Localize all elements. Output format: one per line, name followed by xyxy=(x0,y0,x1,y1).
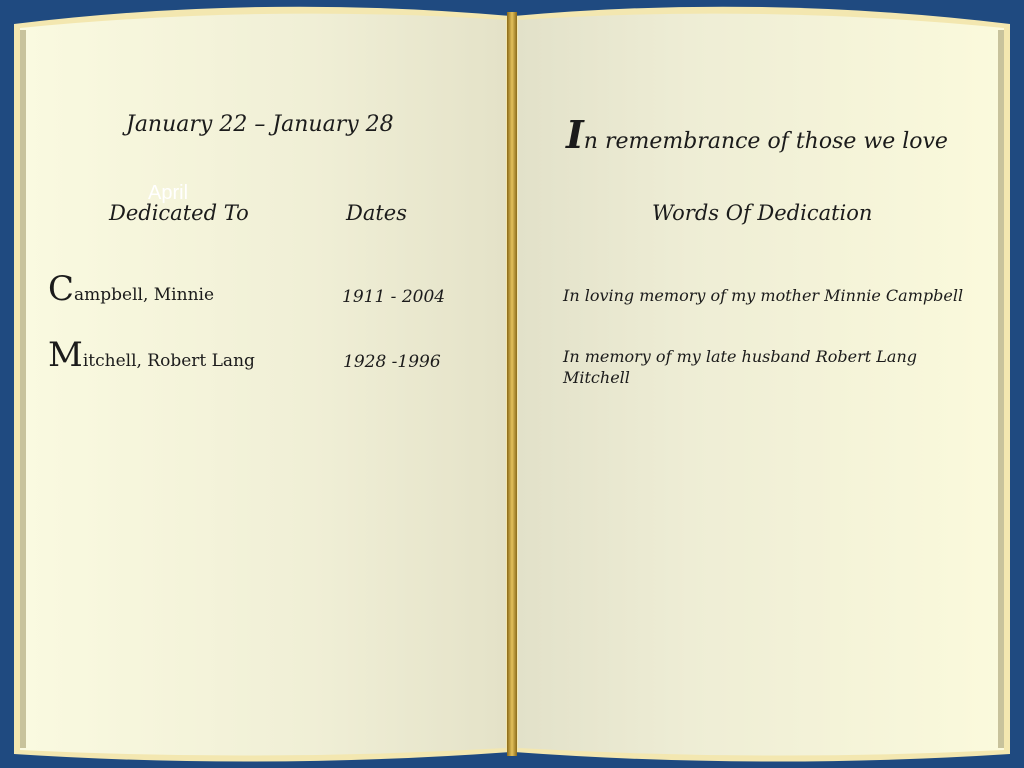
column-header-dedicated-to: Dedicated To xyxy=(109,201,249,225)
remembrance-heading xyxy=(566,112,948,157)
dedication-name xyxy=(48,335,255,375)
name-rest: ampbell, Minnie xyxy=(74,285,215,305)
right-page-border-stripe xyxy=(998,30,1004,748)
decorative-initial: I xyxy=(566,112,584,157)
name-rest: itchell, Robert Lang xyxy=(82,351,255,371)
dedication-dates: 1911 - 2004 xyxy=(342,287,446,307)
week-range-heading: January 22 – January 28 xyxy=(126,112,394,137)
left-page-border-stripe xyxy=(20,30,26,748)
dedication-message: In loving memory of my mother Minnie Campbell xyxy=(563,286,964,305)
dedication-name xyxy=(48,269,215,309)
column-header-dates: Dates xyxy=(346,201,408,225)
overlay-label: April xyxy=(148,182,189,204)
name-initial: C xyxy=(48,269,75,309)
dedication-message: In memory of my late husband Robert Lang Mitchell xyxy=(563,347,918,387)
book-spine xyxy=(507,12,517,756)
name-initial: M xyxy=(48,335,83,375)
dedication-dates: 1928 -1996 xyxy=(343,352,441,372)
remembrance-heading-text: n remembrance of those we love xyxy=(583,129,948,154)
words-of-dedication-heading: Words Of Dedication xyxy=(652,201,873,225)
